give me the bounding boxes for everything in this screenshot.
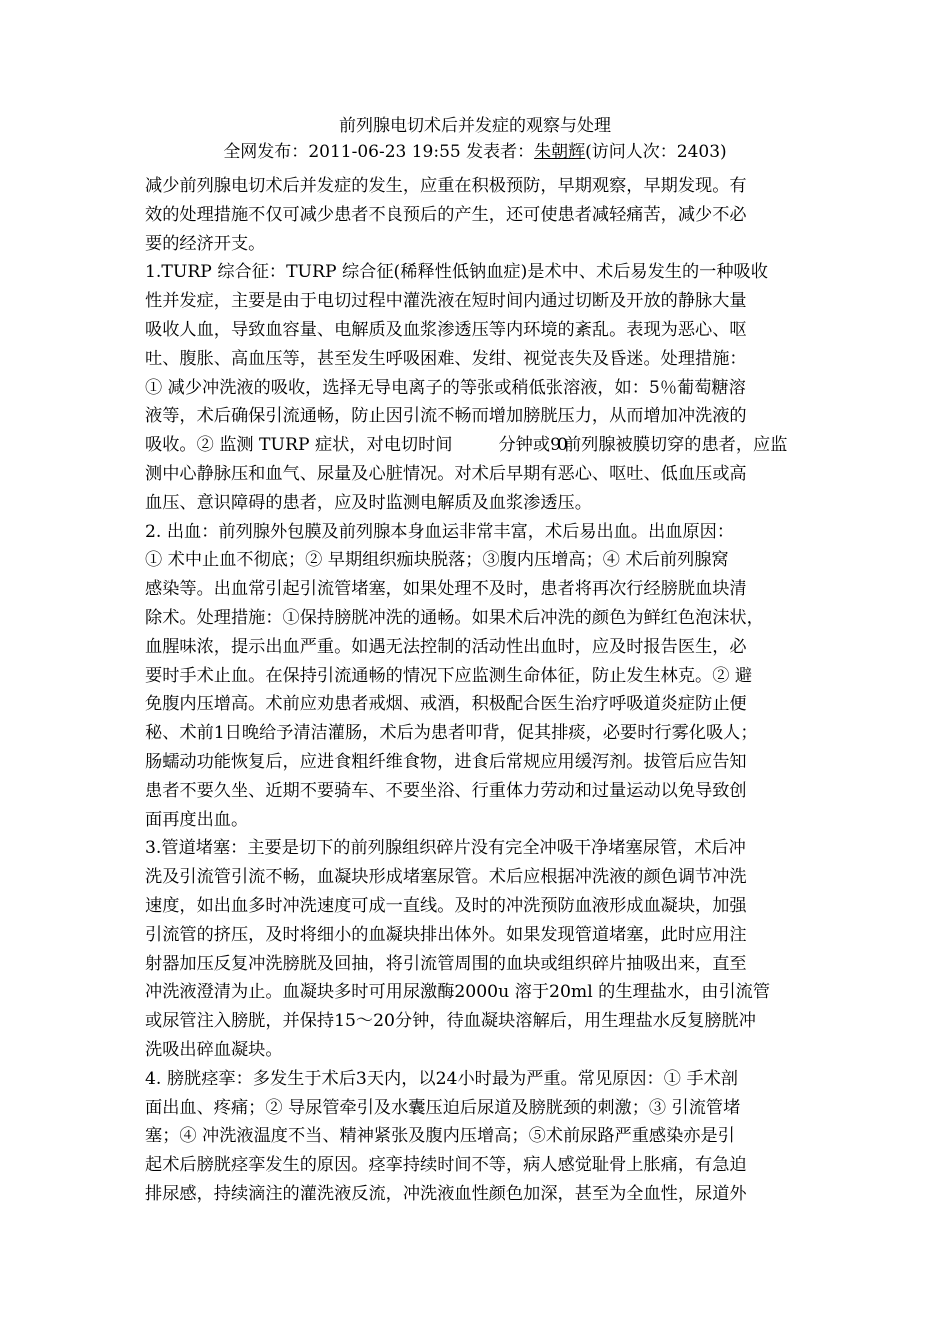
body-line: 血压、意识障碍的患者，应及时监测电解质及血浆渗透压。 [145, 492, 592, 513]
author-label: 发表者： [460, 142, 535, 162]
body-line: 除术。处理措施：①保持膀胱冲洗的通畅。如果术后冲洗的颜色为鲜红色泡沫状， [145, 607, 764, 628]
body-line: 洗及引流管引流不畅，血凝块形成堵塞尿管。术后应根据冲洗液的颜色调节冲洗 [145, 867, 747, 888]
body-line: 洗吸出碎血凝块。 [145, 1039, 283, 1060]
body-line: 4. 膀胱痉挛：多发生于术后3天内，以24小时最为严重。常见原因：① 手术剖 [145, 1068, 738, 1089]
body-line: 面再度出血。 [145, 809, 249, 830]
author-link[interactable]: 朱朝辉 [534, 142, 586, 162]
body-line: ① 术中止血不彻底；② 早期组织痂块脱落；③腹内压增高；④ 术后前列腺窝 [145, 550, 729, 571]
article-meta [0, 140, 950, 164]
body-line: 排尿感，持续滴注的灌洗液反流，冲洗液血性颜色加深，甚至为全血性，尿道外 [145, 1183, 747, 1204]
body-line: 吐、腹胀、高血压等，甚至发生呼吸困难、发绀、视觉丧失及昏迷。处理措施： [145, 348, 747, 369]
body-line: 秘、术前1日晚给予清洁灌肠，术后为患者叩背，促其排痰，必要时行雾化吸人； [145, 723, 758, 744]
article-title: 前列腺电切术后并发症的观察与处理 [339, 116, 611, 136]
published-datetime: 2011-06-23 19:55 [308, 142, 461, 162]
body-line: 3.管道堵塞：主要是切下的前列腺组织碎片没有完全冲吸干净堵塞尿管，术后冲 [145, 838, 746, 859]
body-line: 速度，如出血多时冲洗速度可成一直线。及时的冲洗预防血液形成血凝块，加强 [145, 895, 747, 916]
body-line: 肠蠕动功能恢复后，应进食粗纤维食物，进食后常规应用缓泻剂。拔管后应告知 [145, 751, 747, 772]
body-line: 2. 出血：前列腺外包膜及前列腺本身血运非常丰富，术后易出血。出血原因： [145, 521, 735, 542]
published-label: 全网发布： [223, 142, 309, 162]
body-line: 或尿管注入膀胱，并保持15～20分钟，待血凝块溶解后，用生理盐水反复膀胱冲 [145, 1011, 756, 1032]
body-line: 吸收人血，导致血容量、电解质及血浆渗透压等内环境的紊乱。表现为恶心、呕 [145, 319, 747, 340]
body-line: 塞；④ 冲洗液温度不当、精神紧张及腹内压增高；⑤术前尿路严重感染亦是引 [145, 1126, 735, 1147]
body-line: 要的经济开支。 [145, 233, 266, 254]
body-line: 血腥味浓，提示出血严重。如遇无法控制的活动性出血时，应及时报告医生，必 [145, 636, 747, 657]
body-line: 面出血、疼痛；② 导尿管牵引及水囊压迫后尿道及膀胱颈的刺激；③ 引流管堵 [145, 1097, 741, 1118]
body-line: 减少前列腺电切术后并发症的发生，应重在积极预防，早期观察，早期发现。有 [145, 176, 747, 196]
body-line-part: 前列腺被膜切穿的患者，应监 [563, 435, 788, 456]
body-line: 1.TURP 综合征：TURP 综合征(稀释性低钠血症)是术中、术后易发生的一种吸收 [145, 262, 768, 283]
body-line: 免腹内压增高。术前应劝患者戒烟、戒酒，积极配合医生治疗呼吸道炎症防止便 [145, 694, 747, 715]
body-line: 射器加压反复冲洗膀胱及回抽，将引流管周围的血块或组织碎片抽吸出来，直至 [145, 953, 747, 974]
body-line: 液等，术后确保引流通畅，防止因引流不畅而增加膀胱压力，从而增加冲洗液的 [145, 406, 747, 427]
body-line: 起术后膀胱痉挛发生的原因。痉挛持续时间不等，病人感觉耻骨上胀痛，有急迫 [145, 1155, 747, 1176]
body-line: 患者不要久坐、近期不要骑车、不要坐浴、行重体力劳动和过量运动以免导致创 [145, 780, 747, 801]
body-line: 要时手术止血。在保持引流通畅的情况下应监测生命体征，防止发生林克。② 避 [145, 665, 753, 686]
body-line: 冲洗液澄清为止。血凝块多时可用尿激酶2000u 溶于20ml 的生理盐水，由引流管 [145, 982, 771, 1003]
visit-count: (访问人次：2403) [585, 142, 727, 162]
body-line: 引流管的挤压，及时将细小的血凝块排出体外。如果发现管道堵塞，此时应用注 [145, 924, 747, 945]
overlapping-number: 90 [550, 435, 564, 456]
body-line: 感染等。出血常引起引流管堵塞，如果处理不及时，患者将再次行经膀胱血块清 [145, 579, 747, 600]
body-line-split [145, 431, 810, 460]
body-line-part: 吸收。② 监测 TURP 症状，对电切时间 [145, 435, 453, 456]
body-line-part: 分钟或 [498, 435, 551, 456]
article-body [145, 172, 810, 1209]
body-line: 性并发症，主要是由于电切过程中灌洗液在短时间内通过切断及开放的静脉大量 [145, 291, 747, 312]
body-line: 测中心静脉压和血气、尿量及心脏情况。对术后早期有恶心、呕吐、低血压或高 [145, 463, 747, 484]
body-line: ① 减少冲洗液的吸收，选择无导电离子的等张或稍低张溶液，如：5％葡萄糖溶 [145, 377, 746, 398]
body-line: 效的处理措施不仅可减少患者不良预后的产生，还可使患者减轻痛苦，减少不必 [145, 204, 747, 225]
